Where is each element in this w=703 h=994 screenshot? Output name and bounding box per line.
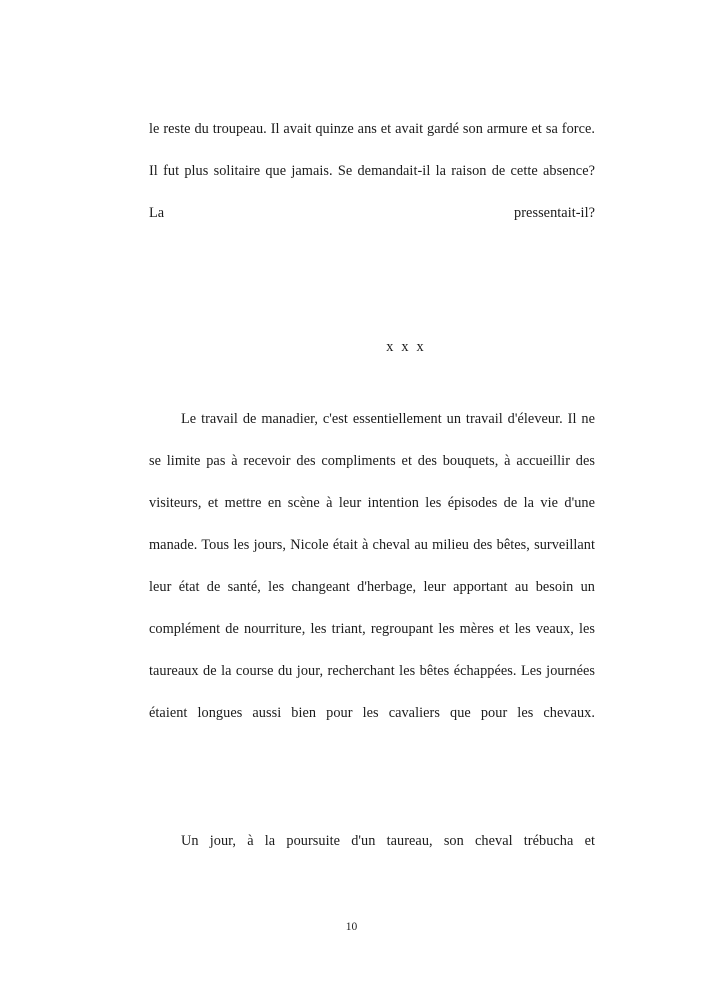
paragraph-final: Un jour, à la poursuite d'un taureau, son cheval trébucha et [181,833,595,849]
paragraph-continuation: le reste du troupeau. Il avait quinze ans et avait gardé son armure et sa force. Il fut plus solitaire que jamais. Se demandait-il la raison de cette absence? La pressentait-il? [149,121,595,221]
page-number: 10 [345,921,358,933]
scene-break-separator: x x x [386,339,426,355]
scene-break-spacer-top [149,298,595,326]
paragraph-spacer-last [149,776,595,820]
scene-break-spacer-bottom [149,368,595,398]
paragraph-spacer [149,276,595,298]
paragraph-body: Le travail de manadier, c'est essentiellement un travail d'éleveur. Il ne se limite pas à recevoir des compliments et des bouquets, à accueillir des visiteurs, et mettre en scène à leur intention les épisodes de la vie d'une manade. Tous les jours, Nicole était à cheval au milieu des bêtes, surveillant leur état de santé, les changeant d'herbage, leur apportant au besoin un complément de nourriture, les triant, regroupant les mères et les veaux, les taureaux de la course du jour, recherchant les bêtes échappées. Les journées étaient longues aussi bien pour les cavaliers que pour les chevaux. [149,411,595,721]
text-column [149,108,595,904]
